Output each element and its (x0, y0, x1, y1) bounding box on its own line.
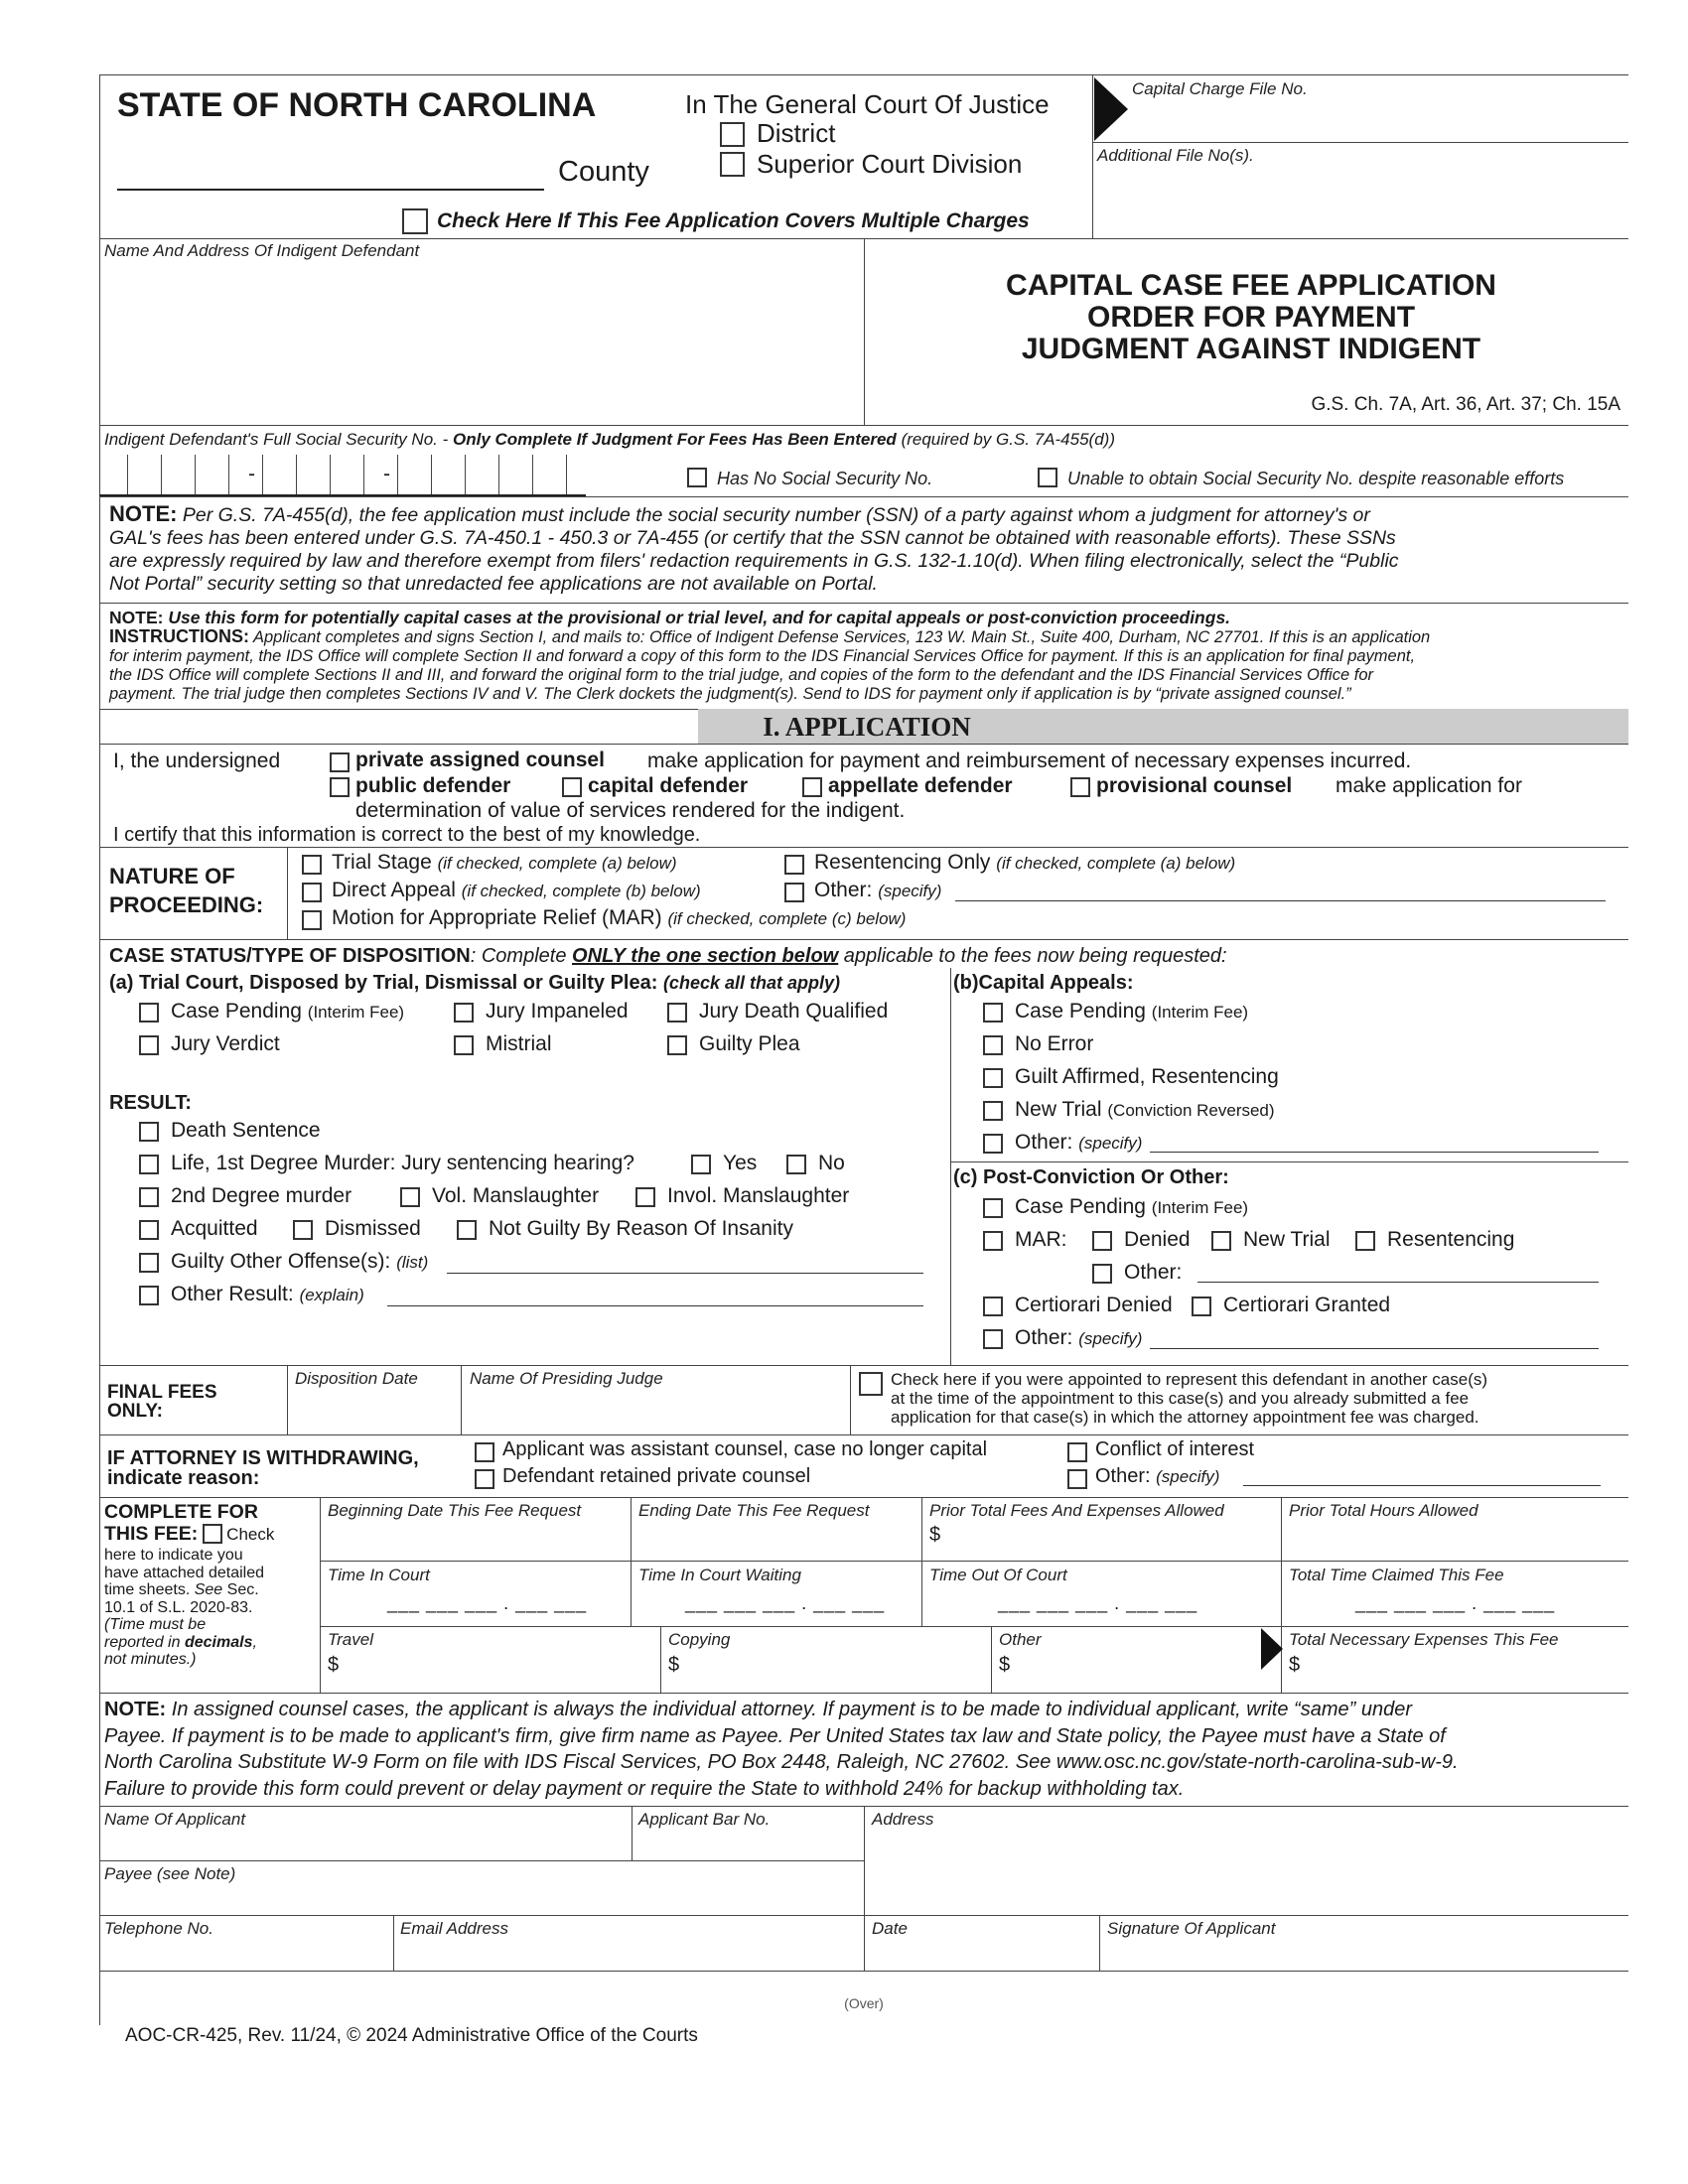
nature-label-2: PROCEEDING: (109, 892, 264, 917)
rule (99, 1434, 1628, 1435)
rule (99, 1915, 1628, 1916)
a-case-pending-checkbox[interactable] (139, 1003, 159, 1023)
text: here to indicate you (104, 1547, 243, 1564)
text: Other Result: (171, 1283, 294, 1305)
time-in-court-input[interactable]: ___ ___ ___ . ___ ___ (387, 1593, 588, 1613)
cert-granted-label: Certiorari Granted (1223, 1294, 1391, 1316)
text: (if checked, complete (c) below) (667, 909, 907, 928)
b-case-pending-label (1015, 1000, 1248, 1024)
cert-denied-checkbox[interactable] (983, 1297, 1003, 1316)
mar-other-input[interactable] (1197, 1282, 1599, 1283)
text: Direct Appeal (332, 879, 456, 901)
direct-appeal-label (332, 879, 701, 902)
text: Failure to provide this form could prevent or delay payment or require the State to withhold 24% for backup withholding tax. (104, 1777, 1185, 1800)
text: Check (226, 1525, 275, 1544)
nature-other-label (814, 879, 941, 902)
mar-label (332, 906, 906, 930)
left-border (99, 74, 100, 2025)
trial-stage-checkbox[interactable] (302, 855, 322, 875)
text: (if checked, complete (b) below) (461, 882, 701, 900)
total-time-input[interactable]: ___ ___ ___ . ___ ___ (1355, 1593, 1556, 1613)
disposition-date-label: Disposition Date (295, 1369, 418, 1388)
life-label: Life, 1st Degree Murder: Jury sentencing hearing? (171, 1152, 634, 1174)
cert-granted-checkbox[interactable] (1192, 1297, 1211, 1316)
additional-file-label: Additional File No(s). (1097, 146, 1254, 165)
no-ssn-label: Has No Social Security No. (717, 469, 933, 488)
text: NOTE: (109, 608, 164, 627)
form-title-3: JUDGMENT AGAINST INDIGENT (1021, 333, 1481, 365)
text: (specify) (878, 882, 942, 900)
text: New Trial (1015, 1098, 1102, 1121)
text: (Interim Fee) (307, 1003, 405, 1022)
form-number: AOC-CR-425, Rev. 11/24, © 2024 Administrative Office of the Courts (125, 2025, 698, 2046)
ngri-label: Not Guilty By Reason Of Insanity (489, 1217, 793, 1240)
public-defender-label: public defender (355, 774, 511, 797)
email-label: Email Address (400, 1919, 508, 1938)
text: - (383, 463, 390, 485)
rule (99, 1497, 1628, 1498)
life-no-label: No (818, 1152, 845, 1174)
text: NOTE: (104, 1699, 167, 1720)
arrow-marker (1261, 1628, 1283, 1670)
over-text: (Over) (844, 1995, 884, 2011)
text: application for that case(s) in which the attorney appointment fee was charged. (891, 1408, 1479, 1427)
district-label: District (757, 118, 836, 148)
new-trial-label (1015, 1098, 1275, 1122)
time-out-label: Time Out Of Court (929, 1566, 1067, 1584)
private-counsel-checkbox[interactable] (330, 752, 350, 772)
text: are expressly required by law and therefore exempt from filers' redaction requirements in G.S. 132-1.10(d). When filing electronically, select the “Public (109, 550, 1399, 572)
mistrial-checkbox[interactable] (454, 1035, 474, 1055)
text: (if checked, complete (a) below) (437, 854, 677, 873)
text: THIS FEE: (104, 1523, 199, 1545)
text: Check here if you were appointed to represent this defendant in another case(s) (891, 1370, 1488, 1389)
applicant-name-label: Name Of Applicant (104, 1810, 246, 1829)
application-heading: I. APPLICATION (763, 712, 971, 742)
jury-death-checkbox[interactable] (667, 1003, 687, 1023)
rule (99, 744, 1628, 745)
rule (99, 847, 1628, 848)
text: Applicant completes and signs Section I, and mails to: Office of Indigent Defense Services, 123 W. Main St., Suite 400, Durham, NC 27701. If this is an application (252, 628, 1431, 646)
other-case-checkbox[interactable] (859, 1372, 883, 1396)
death-sentence-label: Death Sentence (171, 1119, 321, 1142)
text: Other: (1015, 1131, 1073, 1154)
text: NOTE: (109, 501, 178, 526)
c-other-checkbox[interactable] (983, 1329, 1003, 1349)
travel-label: Travel (328, 1630, 373, 1649)
private-counsel-label: private assigned counsel (355, 749, 605, 771)
rule (1099, 1915, 1100, 1971)
copying-dollar: $ (668, 1654, 680, 1676)
payee-note (104, 1697, 1459, 1802)
text: time sheets. (104, 1581, 191, 1598)
second-degree-checkbox[interactable] (139, 1187, 159, 1207)
prior-fees-label: Prior Total Fees And Expenses Allowed (929, 1501, 1224, 1520)
time-sheet-note (104, 1501, 313, 1669)
superior-label: Superior Court Division (757, 149, 1023, 179)
mar-other-checkbox[interactable] (1092, 1264, 1112, 1284)
guilty-other-checkbox[interactable] (139, 1253, 159, 1273)
other-case-label (891, 1370, 1487, 1427)
rule (921, 1497, 922, 1626)
make-application-1: make application for payment and reimbursement of necessary expenses incurred. (647, 750, 1412, 772)
text: applicable to the fees now being requested: (843, 945, 1227, 967)
text: (specify) (1156, 1467, 1220, 1486)
guilty-plea-checkbox[interactable] (667, 1035, 687, 1055)
mar-new-trial-label: New Trial (1243, 1228, 1331, 1251)
jury-death-label: Jury Death Qualified (699, 1000, 889, 1023)
b-other-label (1015, 1131, 1142, 1155)
final-fees-label-1: FINAL FEES (107, 1382, 217, 1403)
no-error-checkbox[interactable] (983, 1035, 1003, 1055)
text: (if checked, complete (a) below) (996, 854, 1236, 873)
arrow-marker (1094, 77, 1128, 141)
superior-checkbox[interactable] (720, 152, 745, 177)
date-label: Date (872, 1919, 908, 1938)
nature-other-checkbox[interactable] (784, 883, 804, 902)
copying-label: Copying (668, 1630, 731, 1649)
form-title-2: ORDER FOR PAYMENT (1086, 301, 1416, 334)
retained-counsel-checkbox[interactable] (475, 1469, 494, 1489)
mar-new-trial-checkbox[interactable] (1211, 1231, 1231, 1251)
rule (850, 1365, 851, 1434)
dismissed-label: Dismissed (325, 1217, 421, 1240)
final-fees-label-2: ONLY: (107, 1401, 163, 1422)
text: CASE STATUS/TYPE OF DISPOSITION (109, 945, 471, 967)
form-title-1: CAPITAL CASE FEE APPLICATION (1006, 269, 1496, 302)
capital-charge-file-label: Capital Charge File No. (1132, 79, 1308, 98)
rule (461, 1365, 462, 1434)
invol-manslaughter-label: Invol. Manslaughter (667, 1184, 850, 1207)
jury-impaneled-checkbox[interactable] (454, 1003, 474, 1023)
status-heading (109, 945, 1227, 968)
ngri-checkbox[interactable] (457, 1220, 477, 1240)
rule (631, 1497, 632, 1626)
rule (1092, 142, 1628, 143)
conflict-label: Conflict of interest (1095, 1438, 1255, 1460)
text: at the time of the appointment to this case(s) and you already submitted a fee (891, 1389, 1470, 1408)
public-defender-checkbox[interactable] (330, 777, 350, 797)
text: have attached detailed (104, 1564, 265, 1581)
certify-text: I certify that this information is correct to the best of my knowledge. (113, 824, 701, 846)
jury-impaneled-label: Jury Impaneled (486, 1000, 629, 1023)
text: ONLY the one section below (572, 945, 839, 967)
rule (99, 939, 1628, 940)
capital-defender-label: capital defender (588, 774, 749, 797)
instructions (109, 627, 1430, 704)
mar-resentencing-checkbox[interactable] (1355, 1231, 1375, 1251)
mar-checkbox[interactable] (302, 910, 322, 930)
guilty-other-input[interactable] (447, 1273, 923, 1274)
text: Guilty Other Offense(s): (171, 1250, 391, 1273)
rule (99, 603, 1628, 604)
text: (specify) (1078, 1134, 1143, 1153)
rule (99, 1860, 864, 1861)
text: Sec. (226, 1581, 259, 1598)
rule (99, 496, 1628, 497)
text: Trial Stage (332, 851, 432, 874)
text: (list) (396, 1253, 429, 1272)
text: See (194, 1581, 223, 1598)
text: Per G.S. 7A-455(d), the fee application must include the social security number (SSN) of a party against whom a judgment for attorney's or (182, 504, 1370, 526)
withdraw-other-label (1095, 1465, 1219, 1488)
time-waiting-label: Time In Court Waiting (638, 1566, 801, 1584)
time-out-input[interactable]: ___ ___ ___ . ___ ___ (998, 1593, 1198, 1613)
conflict-checkbox[interactable] (1067, 1442, 1087, 1462)
nature-other-input[interactable] (955, 900, 1606, 901)
rule (950, 1161, 1628, 1162)
text: (required by G.S. 7A-455(d)) (901, 430, 1115, 449)
appellate-defender-checkbox[interactable] (802, 777, 822, 797)
total-expenses-dollar: $ (1289, 1654, 1301, 1676)
form-page (99, 74, 1628, 2090)
total-time-label: Total Time Claimed This Fee (1289, 1566, 1504, 1584)
text: (a) Trial Court, Disposed by Trial, Dismissal or Guilty Plea: (109, 972, 658, 994)
ssn-note (109, 502, 1399, 596)
text: INSTRUCTIONS: (109, 626, 249, 646)
resentencing-checkbox[interactable] (784, 855, 804, 875)
c-mar-checkbox[interactable] (983, 1231, 1003, 1251)
text: the IDS Office will complete Sections II and III, and forward the original form to the trial judge, and copies of the form to the defendant and the IDS Financial Services Office for (109, 666, 1373, 684)
capital-defender-checkbox[interactable] (562, 777, 582, 797)
withdraw-other-input[interactable] (1243, 1485, 1601, 1486)
text: reported in (104, 1633, 181, 1651)
rule (864, 1806, 865, 1971)
second-degree-label: 2nd Degree murder (171, 1184, 352, 1207)
signature-label: Signature Of Applicant (1107, 1919, 1276, 1938)
other-result-checkbox[interactable] (139, 1286, 159, 1305)
life-yes-label: Yes (723, 1152, 758, 1174)
withdraw-label-1: IF ATTORNEY IS WITHDRAWING, (107, 1447, 419, 1469)
new-trial-checkbox[interactable] (983, 1101, 1003, 1121)
other-result-label (171, 1283, 364, 1306)
result-label: RESULT: (109, 1092, 192, 1114)
county-label: County (558, 156, 649, 188)
assistant-counsel-checkbox[interactable] (475, 1442, 494, 1462)
no-error-label: No Error (1015, 1032, 1094, 1055)
total-expenses-label: Total Necessary Expenses This Fee (1289, 1630, 1559, 1649)
c-case-pending-label (1015, 1195, 1248, 1219)
text: GAL's fees has been entered under G.S. 7A-450.1 - 450.3 or 7A-455 (or certify that the SSN cannot be obtained with reasonable efforts). These SSNs (109, 527, 1396, 549)
a-case-pending-label (171, 1000, 404, 1024)
dismissed-checkbox[interactable] (293, 1220, 313, 1240)
section-b-title: (b)Capital Appeals: (953, 972, 1134, 994)
unable-ssn-checkbox[interactable] (1038, 468, 1057, 487)
rule (99, 1693, 1628, 1694)
text: Only Complete If Judgment For Fees Has Been Entered (453, 430, 897, 449)
death-sentence-checkbox[interactable] (139, 1122, 159, 1142)
b-case-pending-checkbox[interactable] (983, 1003, 1003, 1023)
beginning-date-label: Beginning Date This Fee Request (328, 1501, 582, 1520)
provisional-counsel-label: provisional counsel (1096, 774, 1293, 797)
acquitted-checkbox[interactable] (139, 1220, 159, 1240)
c-mar-label: MAR: (1015, 1228, 1067, 1251)
text: payment. The trial judge then completes Sections IV and V. The Clerk dockets the judgment(s). Send to IDS for payment only if application is by “private assigned counsel.” (109, 685, 1351, 703)
text: not minutes.) (104, 1651, 197, 1668)
defendant-name-label: Name And Address Of Indigent Defendant (104, 241, 420, 260)
multiple-charges-label: Check Here If This Fee Application Covers Multiple Charges (437, 209, 1030, 232)
c-case-pending-checkbox[interactable] (983, 1198, 1003, 1218)
text: for interim payment, the IDS Office will complete Section II and forward a copy of this form to the IDS Financial Services Office for payment. If this is an application for final payment, (109, 647, 1416, 665)
text: : Complete (470, 945, 567, 967)
provisional-counsel-checkbox[interactable] (1070, 777, 1090, 797)
container (104, 1581, 313, 1599)
guilty-other-label (171, 1250, 428, 1274)
assistant-counsel-label: Applicant was assistant counsel, case no longer capital (502, 1438, 988, 1460)
text: Case Pending (1015, 1195, 1146, 1218)
rule (320, 1626, 1628, 1627)
text: Use this form for potentially capital cases at the provisional or trial level, and for capital appeals or post-conviction proceedings. (168, 608, 1231, 627)
no-ssn-checkbox[interactable] (687, 468, 707, 487)
bar-number-label: Applicant Bar No. (638, 1810, 771, 1829)
travel-dollar: $ (328, 1654, 340, 1676)
prior-hours-label: Prior Total Hours Allowed (1289, 1501, 1478, 1520)
trial-stage-label (332, 851, 677, 875)
life-checkbox[interactable] (139, 1155, 159, 1174)
container (104, 1523, 313, 1547)
usage-note (109, 608, 1230, 628)
text: (Interim Fee) (1151, 1198, 1249, 1217)
cert-denied-label: Certiorari Denied (1015, 1294, 1173, 1316)
b-other-checkbox[interactable] (983, 1134, 1003, 1154)
vol-manslaughter-label: Vol. Manslaughter (432, 1184, 600, 1207)
nature-label-1: NATURE OF (109, 864, 235, 888)
other-result-input[interactable] (387, 1305, 923, 1306)
life-yes-checkbox[interactable] (691, 1155, 711, 1174)
guilt-affirmed-label: Guilt Affirmed, Resentencing (1015, 1065, 1279, 1088)
text: Case Pending (171, 1000, 302, 1023)
direct-appeal-checkbox[interactable] (302, 883, 322, 902)
text: (check all that apply) (662, 973, 840, 993)
text: Case Pending (1015, 1000, 1146, 1023)
appellate-defender-label: appellate defender (828, 774, 1013, 797)
unable-ssn-label: Unable to obtain Social Security No. despite reasonable efforts (1067, 469, 1565, 488)
guilty-plea-label: Guilty Plea (699, 1032, 800, 1055)
mistrial-label: Mistrial (486, 1032, 552, 1055)
rule (287, 1365, 288, 1434)
text: (Conviction Reversed) (1107, 1101, 1275, 1120)
ssn-input[interactable] (99, 455, 586, 496)
other-expense-label: Other (999, 1630, 1042, 1649)
rule (99, 1971, 1628, 1972)
text: Other: (1015, 1326, 1073, 1349)
text: In assigned counsel cases, the applicant is always the individual attorney. If payment is to be made to individual applicant, write “same” under (171, 1699, 1412, 1720)
rule (99, 1365, 1628, 1366)
mar-other-label: Other: (1124, 1261, 1183, 1284)
rule (632, 1806, 633, 1860)
text: COMPLETE FOR (104, 1501, 258, 1523)
text: Indigent Defendant's Full Social Security No. - (104, 430, 449, 449)
text: (specify) (1078, 1329, 1143, 1348)
county-line[interactable] (117, 189, 544, 191)
make-application-2: make application for (1336, 774, 1522, 797)
section-c-title: (c) Post-Conviction Or Other: (953, 1166, 1229, 1188)
text: 10.1 of S.L. 2020-83. (104, 1598, 253, 1616)
district-checkbox[interactable] (720, 122, 745, 147)
retained-counsel-label: Defendant retained private counsel (502, 1465, 811, 1487)
section-a-title (109, 972, 840, 995)
presiding-judge-label: Name Of Presiding Judge (470, 1369, 663, 1388)
top-border (99, 74, 1628, 75)
rule (660, 1626, 661, 1693)
text: (Interim Fee) (1151, 1003, 1249, 1022)
rule (991, 1626, 992, 1693)
rule (393, 1915, 394, 1971)
rule (864, 238, 865, 425)
life-no-checkbox[interactable] (786, 1155, 806, 1174)
prior-fees-dollar: $ (929, 1524, 941, 1546)
undersigned-label: I, the undersigned (113, 750, 281, 772)
text: Motion for Appropriate Relief (MAR) (332, 906, 662, 929)
text: (Time must be (104, 1616, 207, 1633)
rule (320, 1497, 321, 1693)
text: Other: (1095, 1465, 1151, 1487)
mar-resentencing-label: Resentencing (1387, 1228, 1515, 1251)
text: , (252, 1633, 257, 1651)
court-title: In The General Court Of Justice (685, 89, 1050, 119)
invol-manslaughter-checkbox[interactable] (635, 1187, 655, 1207)
text: Other: (814, 879, 873, 901)
withdraw-label-2: indicate reason: (107, 1467, 260, 1489)
ssn-label (104, 430, 1115, 450)
resentencing-label (814, 851, 1235, 875)
text: decimals (184, 1633, 253, 1651)
state-title: STATE OF NORTH CAROLINA (117, 86, 597, 124)
time-in-court-label: Time In Court (328, 1566, 430, 1584)
jury-verdict-checkbox[interactable] (139, 1035, 159, 1055)
c-other-input[interactable] (1150, 1348, 1599, 1349)
text: Payee. If payment is to be made to applicant's firm, give firm name as Payee. Per United States tax law and State policy, the Payee must have a State of (104, 1724, 1446, 1747)
guilt-affirmed-checkbox[interactable] (983, 1068, 1003, 1088)
acquitted-label: Acquitted (171, 1217, 258, 1240)
container (104, 1634, 313, 1652)
text: North Carolina Substitute W-9 Form on file with IDS Fiscal Services, PO Box 2448, Raleigh, NC 27602. See www.osc.nc.gov/state-north-carolina-sub-w-9. (104, 1751, 1459, 1773)
address-label: Address (872, 1810, 934, 1829)
statute: G.S. Ch. 7A, Art. 36, Art. 37; Ch. 15A (1311, 394, 1620, 415)
telephone-label: Telephone No. (104, 1919, 213, 1938)
c-other-label (1015, 1326, 1142, 1350)
b-other-input[interactable] (1150, 1152, 1599, 1153)
jury-verdict-label: Jury Verdict (171, 1032, 280, 1055)
rule (320, 1561, 1628, 1562)
other-expense-dollar: $ (999, 1654, 1011, 1676)
text: - (248, 463, 255, 485)
ending-date-label: Ending Date This Fee Request (638, 1501, 870, 1520)
payee-label: Payee (see Note) (104, 1864, 236, 1883)
rule (287, 847, 288, 939)
time-waiting-input[interactable]: ___ ___ ___ . ___ ___ (685, 1593, 886, 1613)
mar-denied-checkbox[interactable] (1092, 1231, 1112, 1251)
withdraw-other-checkbox[interactable] (1067, 1469, 1087, 1489)
text: Not Portal” security setting so that unredacted fee applications are not available on Portal. (109, 573, 878, 595)
rule (99, 425, 1628, 426)
text: Resentencing Only (814, 851, 991, 874)
vol-manslaughter-checkbox[interactable] (400, 1187, 420, 1207)
determination-text: determination of value of services rendered for the indigent. (355, 799, 906, 822)
mar-denied-label: Denied (1124, 1228, 1191, 1251)
header-divider (1092, 74, 1093, 238)
time-sheets-checkbox[interactable] (203, 1524, 222, 1544)
text: (explain) (299, 1286, 364, 1304)
rule (950, 968, 951, 1365)
multiple-charges-checkbox[interactable] (402, 208, 428, 234)
